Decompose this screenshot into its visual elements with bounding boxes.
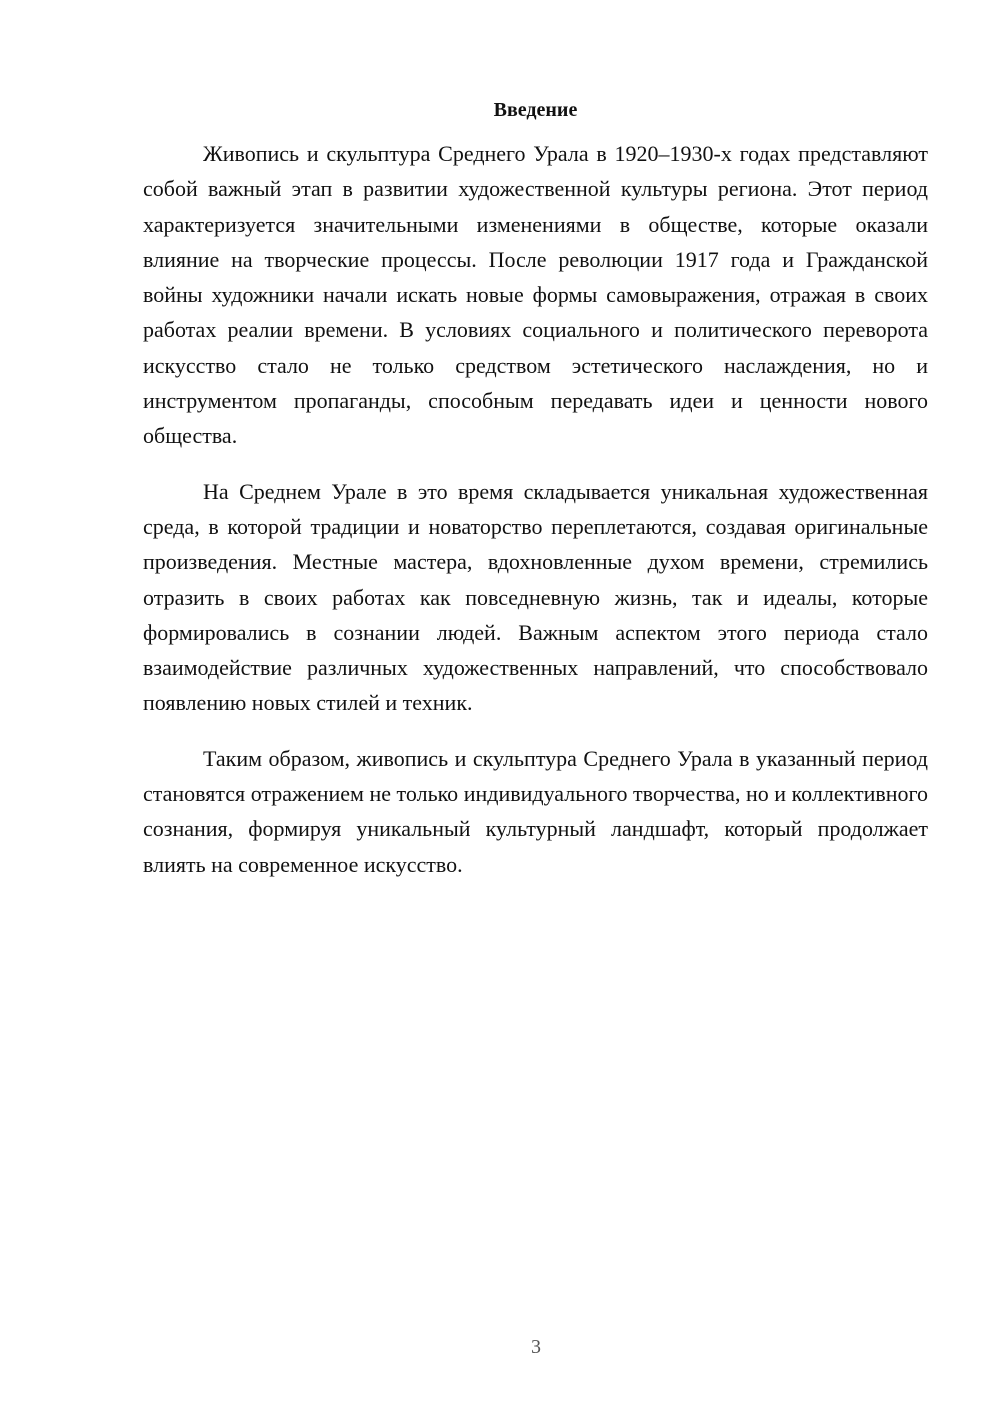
page-number: 3 [531, 1336, 541, 1358]
paragraph-2: На Среднем Урале в это время складывается уникальная художественная среда, в которой традиции и новаторство переплетаются, создавая оригинальные произведения. Местные мастера, вдохновленные духом времени, стремились отразить в своих работах как повседневную жизнь, так и идеалы, которые формировались в сознании людей. Важным аспектом этого периода стало взаимодействие различных художественных направлений, что способствовало появлению новых стилей и техник. [143, 478, 928, 716]
page-content [143, 96, 928, 902]
paragraph-3: Таким образом, живопись и скульптура Среднего Урала в указанный период становятся отражением не только индивидуального творчества, но и коллективного сознания, формируя уникальный культурный ландшафт, который продолжает влиять на современное искусство. [143, 745, 928, 877]
section-title: Введение [493, 99, 578, 121]
paragraph-1: Живопись и скульптура Среднего Урала в 1920–1930-х годах представляют собой важный этап в развитии художественной культуры региона. Этот период характеризуется значительными изменениями в обществе, которые оказали влияние на творческие процессы. После революции 1917 года и Гражданской войны художники начали искать новые формы самовыражения, отражая в своих работах реалии времени. В условиях социального и политического переворота искусство стало не только средством эстетического наслаждения, но и инструментом пропаганды, способным передавать идеи и ценности нового общества. [143, 141, 928, 449]
